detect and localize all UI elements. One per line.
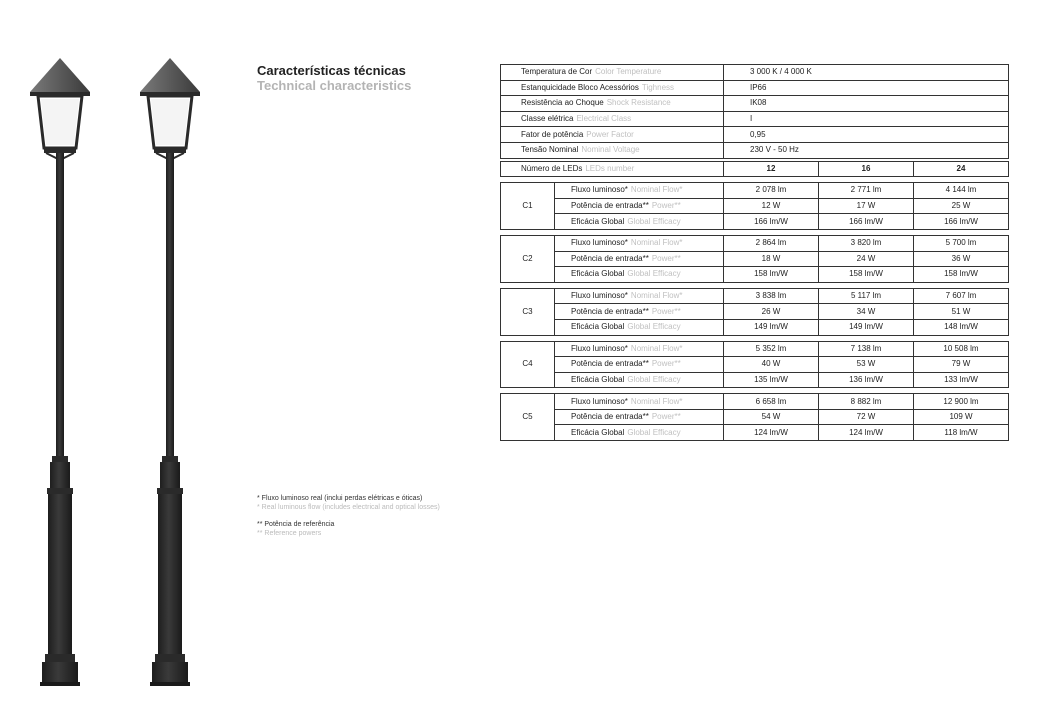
spec-label-en: Color Temperature [595,67,662,77]
metric-label-en: Global Efficacy [627,374,681,384]
metric-label-en: Global Efficacy [627,427,681,437]
metric-value: 118 lm/W [914,425,1009,441]
metric-value: 166 lm/W [819,214,914,230]
metric-value: 10 508 lm [914,341,1009,357]
metric-value: 5 117 lm [819,288,914,304]
metric-value: 124 lm/W [819,425,914,441]
group-name: C4 [501,341,555,388]
title-portuguese: Características técnicas [257,63,406,78]
group-row [501,304,1009,320]
group-row [501,372,1009,388]
metric-value: 12 900 lm [914,394,1009,410]
metric-label-pt: Fluxo luminoso* [571,396,628,406]
spec-sheet [500,64,1008,441]
leds-spec-table [500,161,1009,442]
metric-label [555,235,724,251]
leds-label-en: LEDs number [585,163,635,173]
metric-label-en: Global Efficacy [627,269,681,279]
general-row [501,80,1009,96]
metric-label-en: Power** [651,306,681,316]
spec-label-pt: Fator de potência [521,129,584,139]
metric-label [555,267,724,283]
metric-value: 158 lm/W [724,267,819,283]
metric-value: 7 607 lm [914,288,1009,304]
metric-label-pt: Fluxo luminoso* [571,185,628,195]
metric-label [555,425,724,441]
metric-label [555,341,724,357]
spec-label [501,142,724,158]
group-row [501,267,1009,283]
spec-value: 0,95 [724,127,1009,143]
metric-label-en: Power** [651,412,681,422]
lamp-post-left [30,58,90,686]
metric-value: 3 838 lm [724,288,819,304]
metric-label [555,409,724,425]
metric-value: 133 lm/W [914,372,1009,388]
spec-label-en: Tighness [641,82,675,92]
metric-value: 166 lm/W [914,214,1009,230]
spec-value: 3 000 K / 4 000 K [724,65,1009,81]
leds-count-header: 16 [819,161,914,177]
metric-label [555,319,724,335]
metric-value: 51 W [914,304,1009,320]
metric-label-en: Nominal Flow* [630,343,683,353]
metric-label-pt: Eficácia Global [571,374,625,384]
spec-label-pt: Temperatura de Cor [521,67,593,77]
spec-label-en: Power Factor [586,129,634,139]
metric-value: 40 W [724,357,819,373]
spec-value: 230 V - 50 Hz [724,142,1009,158]
metric-label-en: Power** [651,359,681,369]
spec-label-pt: Classe elétrica [521,114,574,124]
metric-value: 53 W [819,357,914,373]
group-row [501,183,1009,199]
metric-label [555,304,724,320]
spec-label [501,96,724,112]
general-row [501,96,1009,112]
metric-label-en: Global Efficacy [627,322,681,332]
footnotes [257,494,440,538]
metric-label-pt: Fluxo luminoso* [571,343,628,353]
metric-value: 136 lm/W [819,372,914,388]
metric-value: 72 W [819,409,914,425]
spec-label [501,111,724,127]
metric-value: 135 lm/W [724,372,819,388]
metric-value: 26 W [724,304,819,320]
general-row [501,127,1009,143]
metric-value: 8 882 lm [819,394,914,410]
leds-label-pt: Número de LEDs [521,163,583,173]
lamp-posts-illustration [0,0,232,700]
metric-label-pt: Potência de entrada** [571,306,649,316]
metric-label-en: Nominal Flow* [630,291,683,301]
general-row [501,65,1009,81]
metric-label-pt: Fluxo luminoso* [571,291,628,301]
general-spec-table [500,64,1009,159]
group-name: C5 [501,394,555,441]
metric-label-en: Power** [651,201,681,211]
group-row [501,425,1009,441]
metric-label [555,357,724,373]
metric-label-en: Global Efficacy [627,216,681,226]
spec-label-pt: Estanquicidade Bloco Acessórios [521,82,639,92]
general-row [501,142,1009,158]
metric-value: 149 lm/W [724,319,819,335]
lamp-post-right [140,58,200,686]
metric-label-pt: Potência de entrada** [571,253,649,263]
group-row [501,394,1009,410]
spec-label [501,65,724,81]
leds-count-header: 24 [914,161,1009,177]
group-name: C1 [501,183,555,230]
title-english: Technical characteristics [257,78,412,93]
metric-label-pt: Eficácia Global [571,216,625,226]
metric-label-pt: Fluxo luminoso* [571,238,628,248]
group-row [501,251,1009,267]
metric-label [555,394,724,410]
metric-value: 79 W [914,357,1009,373]
spec-label-pt: Resistência ao Choque [521,98,604,108]
metric-value: 25 W [914,198,1009,214]
group-row [501,288,1009,304]
group-row [501,409,1009,425]
product-image [0,0,232,700]
metric-value: 2 078 lm [724,183,819,199]
note-flow-pt: * Fluxo luminoso real (inclui perdas elétricas e óticas) [257,495,423,502]
metric-label [555,214,724,230]
metric-value: 6 658 lm [724,394,819,410]
metric-value: 124 lm/W [724,425,819,441]
metric-label-en: Nominal Flow* [630,238,683,248]
metric-label-pt: Potência de entrada** [571,201,649,211]
spec-label-en: Electrical Class [576,114,632,124]
metric-value: 12 W [724,198,819,214]
metric-value: 34 W [819,304,914,320]
metric-value: 36 W [914,251,1009,267]
leds-header-row [501,161,1009,177]
metric-label [555,288,724,304]
metric-label [555,183,724,199]
metric-value: 166 lm/W [724,214,819,230]
general-row [501,111,1009,127]
metric-label [555,251,724,267]
spec-label-en: Nominal Voltage [581,145,640,155]
note-flow-en: * Real luminous flow (includes electrical and optical losses) [257,504,440,511]
metric-value: 4 144 lm [914,183,1009,199]
group-row [501,214,1009,230]
page-title [257,63,411,93]
metric-value: 2 771 lm [819,183,914,199]
metric-label [555,372,724,388]
metric-value: 158 lm/W [819,267,914,283]
metric-value: 2 864 lm [724,235,819,251]
group-row [501,235,1009,251]
metric-value: 5 352 lm [724,341,819,357]
metric-value: 3 820 lm [819,235,914,251]
spec-value: IK08 [724,96,1009,112]
group-row [501,357,1009,373]
spec-value: IP66 [724,80,1009,96]
spec-value: I [724,111,1009,127]
metric-label-en: Power** [651,253,681,263]
spec-label-pt: Tensão Nominal [521,145,579,155]
spec-label [501,127,724,143]
metric-label-pt: Potência de entrada** [571,412,649,422]
spec-label-en: Shock Resistance [606,98,671,108]
group-row [501,341,1009,357]
metric-value: 54 W [724,409,819,425]
metric-value: 24 W [819,251,914,267]
metric-value: 17 W [819,198,914,214]
group-name: C3 [501,288,555,335]
group-name: C2 [501,235,555,282]
metric-value: 158 lm/W [914,267,1009,283]
note-power-en: ** Reference powers [257,530,322,537]
metric-value: 5 700 lm [914,235,1009,251]
metric-value: 18 W [724,251,819,267]
leds-count-header: 12 [724,161,819,177]
spec-label [501,80,724,96]
leds-header-label [501,161,724,177]
metric-label-pt: Potência de entrada** [571,359,649,369]
metric-label-pt: Eficácia Global [571,427,625,437]
metric-value: 149 lm/W [819,319,914,335]
metric-label-pt: Eficácia Global [571,269,625,279]
metric-label-en: Nominal Flow* [630,396,683,406]
metric-value: 109 W [914,409,1009,425]
metric-label [555,198,724,214]
group-row [501,198,1009,214]
group-row [501,319,1009,335]
metric-label-en: Nominal Flow* [630,185,683,195]
metric-label-pt: Eficácia Global [571,322,625,332]
metric-value: 7 138 lm [819,341,914,357]
metric-value: 148 lm/W [914,319,1009,335]
note-power-pt: ** Potência de referência [257,521,335,528]
